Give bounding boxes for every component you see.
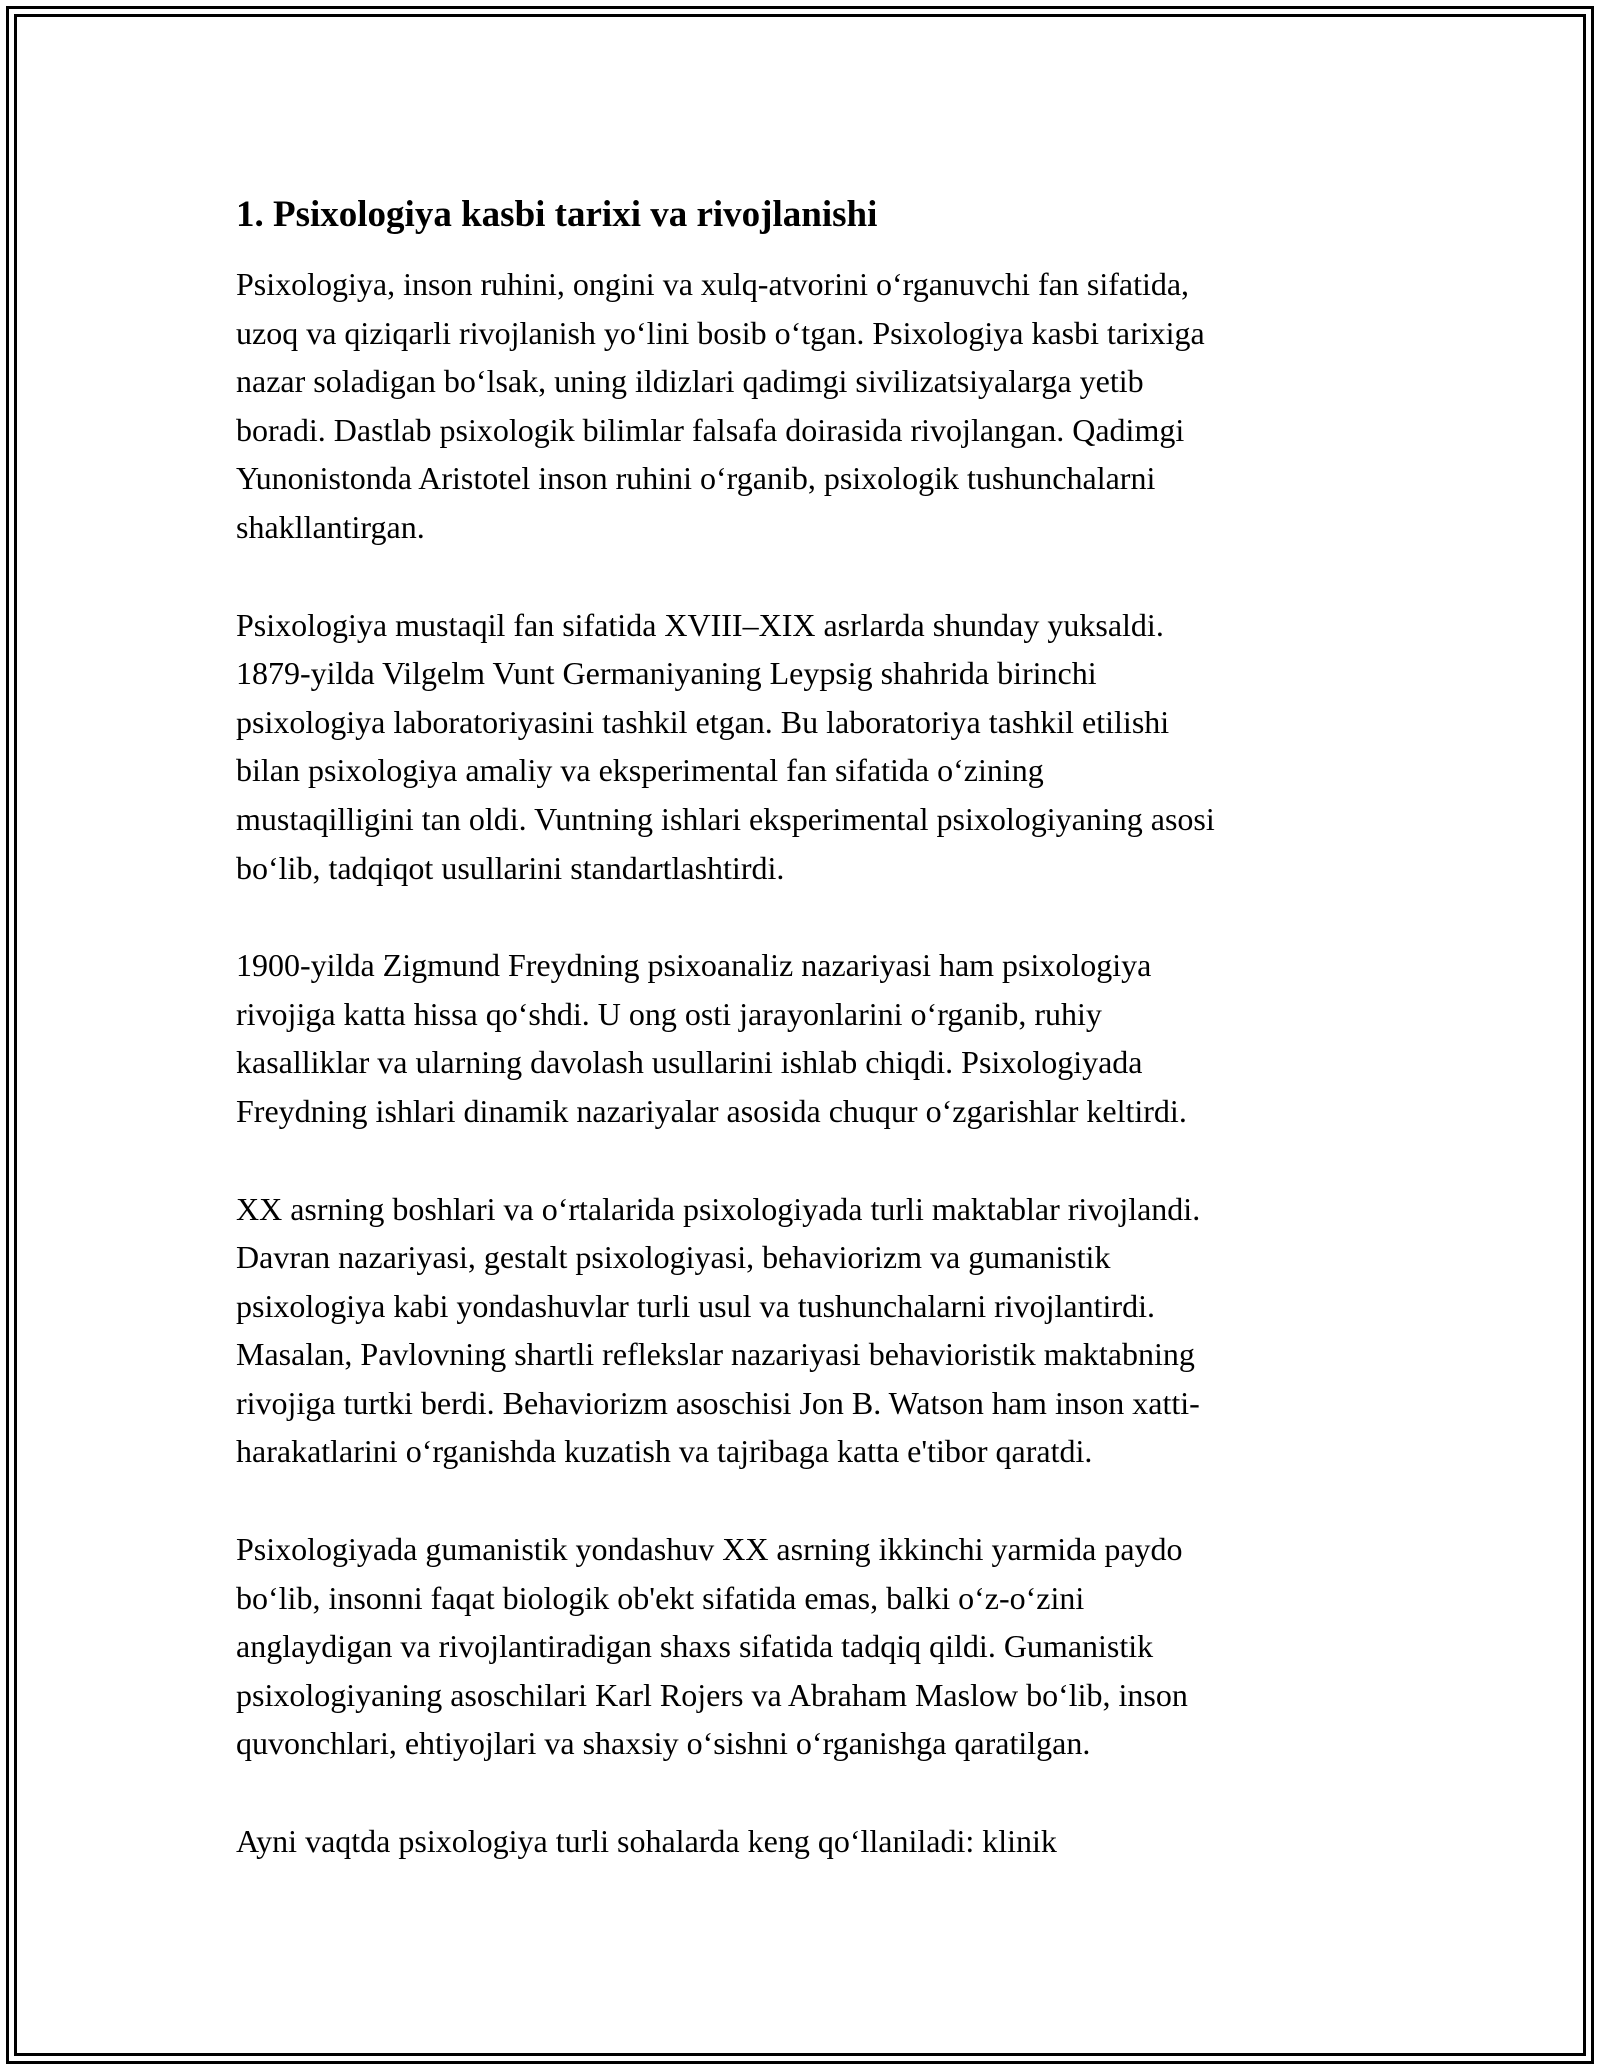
paragraph-line: XX asrning boshlari va o‘rtalarida psixologiyada turli maktablar rivojlandi. [236, 1190, 1201, 1227]
document-body [236, 188, 1376, 1915]
paragraph-line: Davran nazariyasi, gestalt psixologiyasi, behaviorizm va gumanistik [236, 1239, 1111, 1276]
paragraph-line: bo‘lib, insonni faqat biologik ob'ekt sifatida emas, balki o‘z-o‘zini [236, 1579, 1085, 1616]
paragraph-line: rivojiga turtki berdi. Behaviorizm asoschisi Jon B. Watson ham inson xatti- [236, 1384, 1200, 1421]
paragraph-line: bo‘lib, tadqiqot usullarini standartlashtirdi. [236, 849, 785, 886]
paragraph-list [236, 260, 1376, 1866]
paragraph-3 [236, 941, 1376, 1135]
paragraph-line: psixologiya kabi yondashuvlar turli usul va tushunchalarni rivojlantirdi. [236, 1287, 1155, 1324]
paragraph-line: Ayni vaqtda psixologiya turli sohalarda keng qo‘llaniladi: klinik [236, 1823, 1057, 1860]
paragraph-line: Psixologiya mustaqil fan sifatida XVIII–XIX asrlarda shunday yuksaldi. [236, 606, 1164, 643]
paragraph-line: boradi. Dastlab psixologik bilimlar falsafa doirasida rivojlangan. Qadimgi [236, 411, 1185, 448]
paragraph-line: Psixologiyada gumanistik yondashuv XX asrning ikkinchi yarmida paydo [236, 1531, 1183, 1568]
paragraph-line: 1879-yilda Vilgelm Vunt Germaniyaning Leypsig shahrida birinchi [236, 655, 1097, 692]
paragraph-line: quvonchlari, ehtiyojlari va shaxsiy o‘sishni o‘rganishga qaratilgan. [236, 1725, 1091, 1762]
paragraph-line: Freydning ishlari dinamik nazariyalar asosida chuqur o‘zgarishlar keltirdi. [236, 1092, 1187, 1129]
paragraph-line: mustaqilligini tan oldi. Vuntning ishlari eksperimental psixologiyaning asosi [236, 800, 1215, 837]
paragraph-line: psixologiya laboratoriyasini tashkil etgan. Bu laboratoriya tashkil etilishi [236, 703, 1170, 740]
paragraph-line: anglaydigan va rivojlantiradigan shaxs sifatida tadqiq qildi. Gumanistik [236, 1628, 1154, 1665]
paragraph-line: shakllantirgan. [236, 508, 425, 545]
paragraph-line: 1900-yilda Zigmund Freydning psixoanaliz nazariyasi ham psixologiya [236, 947, 1152, 984]
paragraph-line: kasalliklar va ularning davolash usullarini ishlab chiqdi. Psixologiyada [236, 1044, 1143, 1081]
document-title: 1. Psixologiya kasbi tarixi va rivojlanishi [236, 194, 878, 235]
paragraph-line: harakatlarini o‘rganishda kuzatish va tajribaga katta e'tibor qaratdi. [236, 1433, 1093, 1470]
paragraph-line: uzoq va qiziqarli rivojlanish yo‘lini bosib o‘tgan. Psixologiya kasbi tarixiga [236, 314, 1205, 351]
paragraph-5 [236, 1525, 1376, 1768]
paragraph-6 [236, 1817, 1376, 1866]
paragraph-line: nazar soladigan bo‘lsak, uning ildizlari qadimgi sivilizatsiyalarga yetib [236, 363, 1144, 400]
paragraph-line: Masalan, Pavlovning shartli reflekslar nazariyasi behavioristik maktabning [236, 1336, 1195, 1373]
paragraph-2 [236, 601, 1376, 893]
paragraph-line: bilan psixologiya amaliy va eksperimental fan sifatida o‘zining [236, 752, 1044, 789]
paragraph-line: rivojiga katta hissa qo‘shdi. U ong osti jarayonlarini o‘rganib, ruhiy [236, 995, 1102, 1032]
paragraph-4 [236, 1185, 1376, 1477]
paragraph-line: psixologiyaning asoschilari Karl Rojers va Abraham Maslow bo‘lib, inson [236, 1676, 1188, 1713]
paragraph-1 [236, 260, 1376, 552]
paragraph-line: Yunonistonda Aristotel inson ruhini o‘rganib, psixologik tushunchalarni [236, 460, 1156, 497]
paragraph-line: Psixologiya, inson ruhini, ongini va xulq-atvorini o‘rganuvchi fan sifatida, [236, 266, 1190, 302]
